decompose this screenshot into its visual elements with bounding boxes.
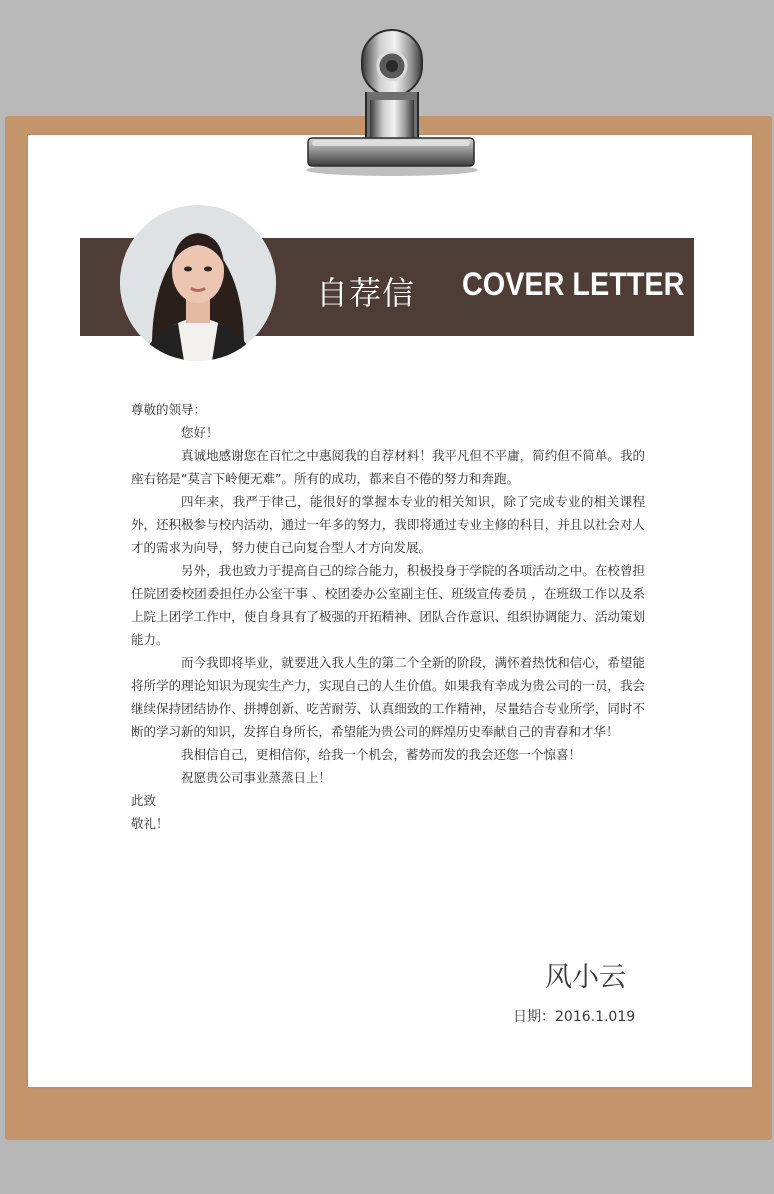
closing-line: 此致 <box>131 793 157 808</box>
salutation: 尊敬的领导： <box>131 402 207 417</box>
title-chinese: 自荐信 <box>316 274 416 312</box>
signature-name: 风小云 <box>545 962 626 993</box>
closing-line: 敬礼！ <box>131 816 169 831</box>
paragraph: 另外，我也致力于提高自己的综合能力，积极投身于学院的各项活动之中。在校曾担任院团委校团委担任办公室干事 、校团委办公室副主任、班级宣传委员 ，在班级工作以及系上院上团学工作中，使自身具有了极强的开拓精神、团队合作意识、组织协调能力、活动策划能力。 <box>131 563 645 647</box>
letter-body <box>131 398 645 835</box>
paragraph: 四年来，我严于律己，能很好的掌握本专业的相关知识，除了完成专业的相关课程外，还积极参与校内活动，通过一年多的努力，我即将通过专业主修的科目，并且以社会对人才的需求为向导，努力使自己向复合型人才方向发展。 <box>131 494 645 555</box>
portrait-photo <box>120 205 276 361</box>
signature-date: 日期：2016.1.019 <box>513 1009 636 1025</box>
paragraph: 祝愿贵公司事业蒸蒸日上！ <box>181 770 332 785</box>
avatar <box>120 205 276 361</box>
greeting: 您好！ <box>181 425 219 440</box>
binder-clip-icon <box>300 22 480 178</box>
paragraph: 而今我即将毕业，就要进入我人生的第二个全新的阶段，满怀着热忱和信心，希望能将所学的理论知识为现实生产力，实现自己的人生价值。如果我有幸成为贵公司的一员，我会继续保持团结协作、拼搏创新、吃苦耐劳、认真细致的工作精神，尽量结合专业所学，同时不断的学习新的知识，发挥自身所长，希望能为贵公司的辉煌历史奉献自己的青春和才华！ <box>131 655 645 739</box>
paragraph: 我相信自己，更相信你，给我一个机会，蓄势而发的我会还您一个惊喜！ <box>181 747 582 762</box>
title-english: COVER LETTER <box>462 266 685 302</box>
paragraph: 真诚地感谢您在百忙之中惠阅我的自荐材料！我平凡但不平庸，简约但不简单。我的座右铭是“莫言下岭便无难”。所有的成功，都来自不倦的努力和奔跑。 <box>131 448 645 486</box>
